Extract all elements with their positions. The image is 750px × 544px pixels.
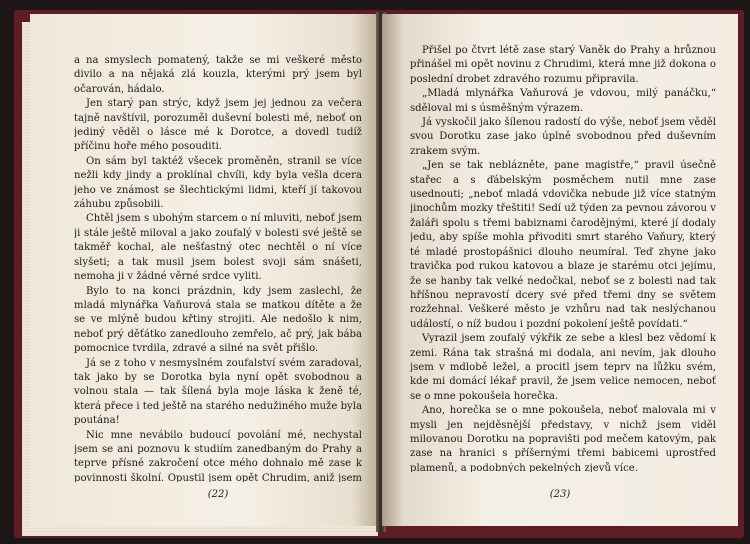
paragraph: Já se z toho v nesmyslném zoufalství svém zaradoval, tak jako by se Dorotka byla nyní opět svobodnou a volnou stala — tak šílená byla moje láska k ženě té, která přece i ted ještě na starého nedužiného muže byla poutána! [74,357,362,427]
paragraph: Chtěl jsem s ubohým starcem o ní mluviti, neboť jsem ji stále ještě miloval a jako zoufalý v bolesti své ještě se takměř kochal, ale nešťastný otec nechtěl o ní více slyšeti; a tak musil jsem bolest svoji sám snášeti, nemoha ji v žádné věrné srdce vyliti. [74,213,362,283]
paragraph: „Jen se tak neblázněte, pane magistře,“ pravil úsečně stařec a s ďábelským posměchem nutil mne zase usednouti; „neboť mladá vdovička nebude již více statným jinochům mozky třeštiti! Sedí už týden za pevnou závorou v žaláři spolu s třemi babiznami čarodějnými, které jí dodaly jedu, aby spíše mohla přivoditi smrt starého Vaňury, který té mladé prostopášnici dlouho neumíral. Teď zhyne jako travička pod rukou katovou a blaze je starému otci jejímu, že se hanby tak velké nedočkal, neboť se z bolesti nad tak hříšnou nepravostí dcery své před třemi dny se světem rozžehnal. Veškeré město je vzhůru nad tak neslýchanou událostí, o níž budou i pozdní pokolení ještě povídati.“ [410,160,716,330]
paragraph: „Mladá mlynářka Vaňurová je vdovou, milý panáčku,“ sděloval mi s úsměšným výrazem. [410,88,716,114]
left-page-text [74,54,362,482]
paragraph: Vyrazil jsem zoufalý výkřik ze sebe a klesl bez vědomí k zemi. Rána tak strašná mi dodala, ani nevím, jak dlouho jsem v mdlobě ležel, a procitl jsem teprv na lůžku svém, kde mi domácí lékař pravil, že jsem velice nemocen, neboť se o mne pokoušela horečka. [410,333,716,402]
page-number: (22) [207,489,229,500]
paragraph: Přišel po čtvrt létě zase starý Vaněk do Prahy a hrůznou přinášel mi opět novinu z Chrudimi, která mne již dokona o poslední drobet zdravého rozumu připravila. [410,45,716,85]
paragraph: a na smyslech pomatený, takže se mi veškeré město divilo a na nějaká zlá kouzla, kterými prý jsem byl očarován, hádalo. [74,55,362,95]
left-page [30,14,380,526]
right-page [382,14,738,526]
paragraph: Bylo to na konci prázdnin, kdy jsem zaslechl, že mladá mlynářka Vaňurová stala se matkou dítěte a že se ve mlýně budou křtiny strojiti. Ale nedošlo k nim, neboť prý děťátko zanedlouho zemřelo, ač prý, jak bába pomocnice tvrdila, zdravé a silné na svět přišlo. [74,285,362,355]
paragraph: On sám byl taktéž všecek proměněn, stranil se více nežli kdy jindy a proklínal chvíli, kdy byla vešla dcera jeho ve známost se šlechtickými lidmi, kteří jí takovou záhubu způsobili. [74,155,362,211]
paragraph: Jen starý pan strýc, když jsem jej jednou za večera tajně navštívil, porozuměl duševní bolesti mé, neboť on jediný věděl o lásce mé k Dorotce, a dovedl tudíž příčinu hoře mého posouditi. [74,98,362,153]
paragraph: Já vyskočil jako šílenou radostí do výše, neboť jsem věděl svou Dorotku zase jako úplně svobodnou před duševním zrakem svým. [410,117,716,157]
page-number: (23) [549,489,571,500]
paragraph: Ano, horečka se o mne pokoušela, neboť malovala mi v mysli jen nejděsnější představy, v nichž jsem viděl milovanou Dorotku na popravišti pod mečem katovým, pak zase na hranici s příšernými třemi babicemi uprostřed plamenů, a podobných pekelných zjevů více. [410,405,716,472]
paragraph: Nic mne nevábilo budoucí povolání mé, nechystal jsem se ani poznovu k studiím zanedbaným do Prahy a teprve přísné zakročení otce mého dohnalo mě zase k povinnosti školní. Opustil jsem opět Chrudim, aniž jsem [74,429,362,482]
right-page-text [410,44,716,472]
